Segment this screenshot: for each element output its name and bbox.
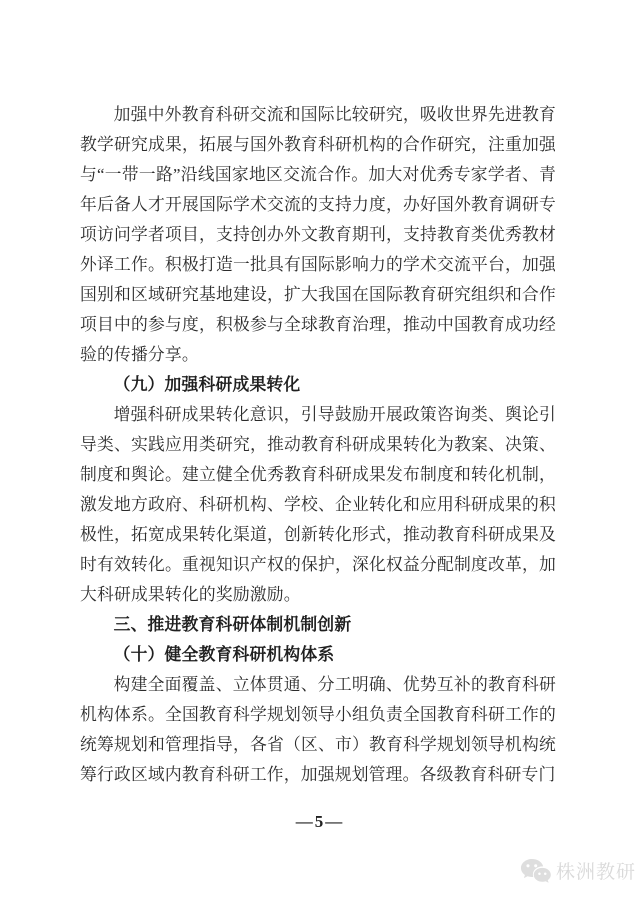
paragraph-achievement-transformation: 增强科研成果转化意识，引导鼓励开展政策咨询类、舆论引导类、实践应用类研究，推动教育科研成果转化为教案、决策、制度和舆论。建立健全优秀教育科研成果发布制度和转化机制，激发地方政府、科研机构、学校、企业转化和应用科研成果的积极性，拓宽成果转化渠道，创新转化形式，推动教育科研成果及时有效转化。重视知识产权的保护，深化权益分配制度改革，加大科研成果转化的奖励激励。 xyxy=(80,405,556,604)
paragraph-international-exchange: 加强中外教育科研交流和国际比较研究，吸收世界先进教育教学研究成果，拓展与国外教育科研机构的合作研究，注重加强与“一带一路”沿线国家地区交流合作。加大对优秀专家学者、青年后备人才开展国际学术交流的支持力度，办好国外教育调研专项访问学者项目，支持创办外文教育期刊，支持教育类优秀教材外译工作。积极打造一批具有国际影响力的学术交流平台，加强国别和区域研究基地建设，扩大我国在国际教育研究组织和合作项目中的参与度，积极参与全球教育治理，推动中国教育成功经验的传播分享。 xyxy=(80,105,556,364)
page-number: —5— xyxy=(295,812,345,831)
section-heading-9: （九）加强科研成果转化 xyxy=(113,375,301,394)
watermark xyxy=(520,857,636,884)
watermark-label: 株洲教研 xyxy=(556,862,637,883)
document-body xyxy=(80,100,556,790)
paragraph-institution-system: 构建全面覆盖、立体贯通、分工明确、优势互补的教育科研机构体系。全国教育科学规划领导小组负责全国教育科研工作的统筹规划和管理指导，各省（区、市）教育科学规划领导机构统筹行政区域内教育科研工作，加强规划管理。各级教育科研专门 xyxy=(80,675,556,784)
chapter-heading-3: 三、推进教育科研体制机制创新 xyxy=(113,615,352,634)
wechat-icon xyxy=(520,858,551,884)
section-heading-10: （十）健全教育科研机构体系 xyxy=(113,645,335,664)
